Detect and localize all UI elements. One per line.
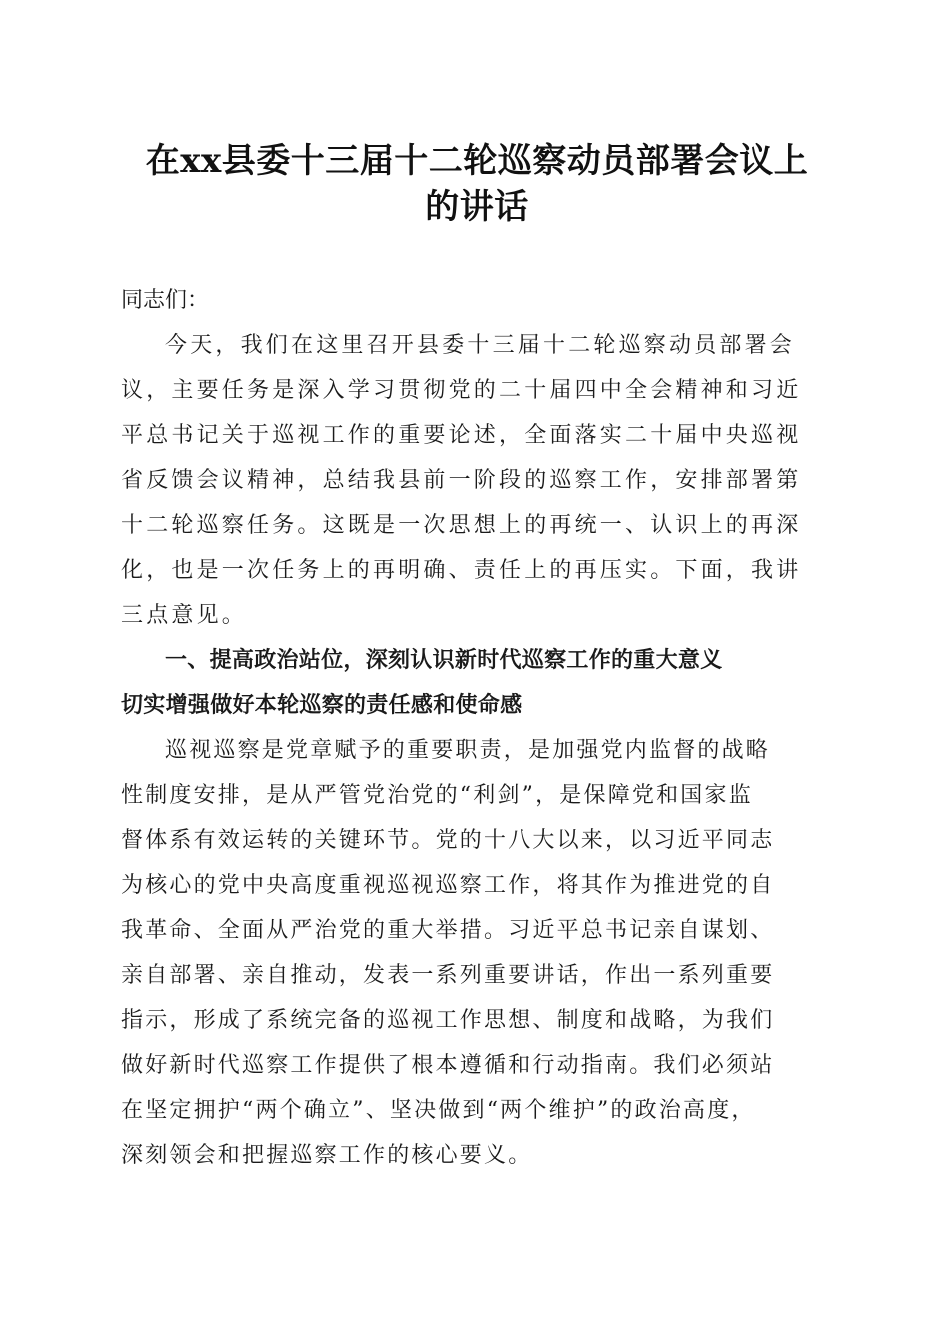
title-line-1: 在xx县委十三届十二轮巡察动员部署会议上	[145, 141, 809, 181]
paragraph-line: 在坚定拥护“两个确立”、坚决做到“两个维护”的政治高度，	[121, 1098, 756, 1123]
document-title	[121, 138, 833, 230]
paragraph-intro	[121, 323, 833, 638]
paragraph-line: 指示，形成了系统完备的巡视工作思想、制度和战略，为我们	[121, 1008, 775, 1033]
paragraph-section-1	[121, 728, 833, 1178]
section-heading-1	[121, 638, 833, 728]
paragraph-line: 深刻领会和把握巡察工作的核心要义。	[121, 1143, 533, 1168]
paragraph-line: 议，主要任务是深入学习贯彻党的二十届四中全会精神和习近	[121, 378, 802, 403]
paragraph-line: 巡视巡察是党章赋予的重要职责，是加强党内监督的战略	[165, 738, 771, 763]
paragraph-line: 为核心的党中央高度重视巡视巡察工作，将其作为推进党的自	[121, 873, 775, 898]
title-line-2: 的讲话	[425, 187, 529, 227]
paragraph-line: 三点意见。	[121, 603, 248, 628]
heading-line: 切实增强做好本轮巡察的责任感和使命感	[121, 693, 523, 718]
document-page	[121, 138, 833, 1178]
salutation: 同志们：	[121, 288, 210, 313]
paragraph-line: 省反馈会议精神，总结我县前一阶段的巡察工作，安排部署第	[121, 468, 802, 493]
paragraph-line: 我革命、全面从严治党的重大举措。习近平总书记亲自谋划、	[121, 918, 775, 943]
paragraph-line: 做好新时代巡察工作提供了根本遵循和行动指南。我们必须站	[121, 1053, 775, 1078]
paragraph-line: 督体系有效运转的关键环节。党的十八大以来，以习近平同志	[121, 828, 775, 853]
paragraph-line: 十二轮巡察任务。这既是一次思想上的再统一、认识上的再深	[121, 513, 802, 538]
paragraph-line: 今天，我们在这里召开县委十三届十二轮巡察动员部署会	[165, 333, 796, 358]
heading-line: 一、提高政治站位，深刻认识新时代巡察工作的重大意义	[165, 648, 723, 673]
paragraph-line: 亲自部署、亲自推动，发表一系列重要讲话，作出一系列重要	[121, 963, 775, 988]
paragraph-line: 化，也是一次任务上的再明确、责任上的再压实。下面，我讲	[121, 558, 802, 583]
paragraph-line: 平总书记关于巡视工作的重要论述，全面落实二十届中央巡视	[121, 423, 802, 448]
paragraph-line: 性制度安排，是从严管党治党的“利剑”，是保障党和国家监	[121, 783, 753, 808]
